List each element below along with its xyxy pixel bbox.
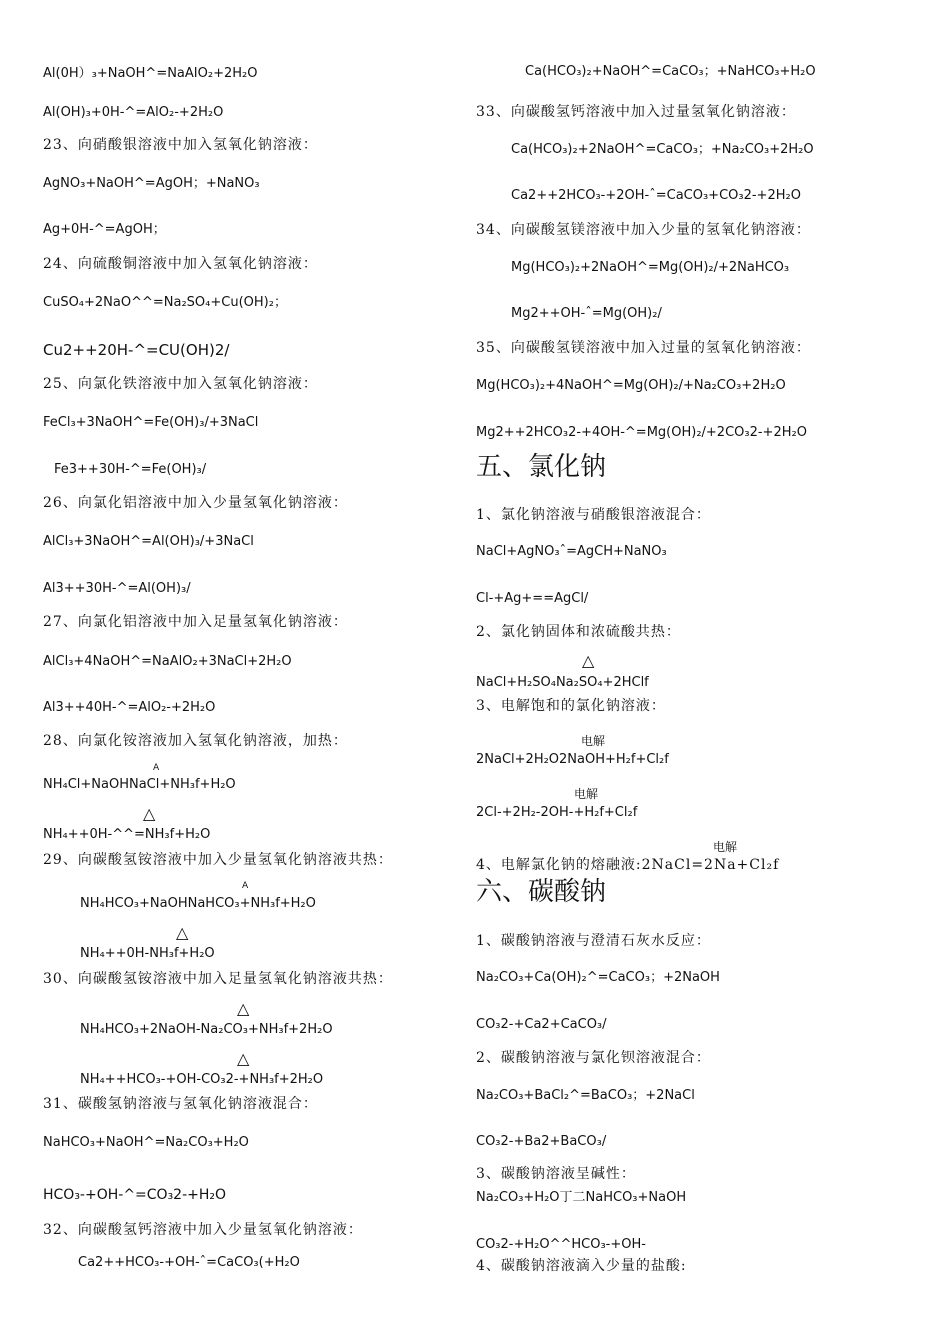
electrolysis-condition: 电解 [581, 734, 606, 748]
question-heading: 25、向氯化铁溶液中加入氢氧化钠溶液： [43, 376, 318, 392]
reaction-condition-mark: A [153, 763, 160, 773]
question-heading: 31、碳酸氢钠溶液与氢氧化钠溶液混合： [43, 1096, 318, 1112]
heating-triangle: △ [143, 804, 156, 823]
question-heading: 2、氯化钠固体和浓硫酸共热： [476, 624, 681, 640]
heating-triangle: △ [237, 1049, 250, 1068]
equation: AgNO₃+NaOH^=AgOH；+NaNO₃ [43, 176, 260, 191]
question-heading: 2、碳酸钠溶液与氯化钡溶液混合： [476, 1050, 711, 1066]
question-heading: 24、向硫酸铜溶液中加入氢氧化钠溶液： [43, 256, 318, 272]
question-heading: 32、向碳酸氢钙溶液中加入少量氢氧化钠溶液： [43, 1222, 363, 1238]
question-heading: 30、向碳酸氢铵溶液中加入足量氢氧化钠溶液共热： [43, 971, 393, 987]
question-heading: 4、电解氯化钠的熔融液:2NaCl=2Na+Cl₂f [476, 857, 780, 873]
equation: Na₂CO₃+BaCl₂^=BaCO₃；+2NaCl [476, 1088, 695, 1103]
equation: NH₄HCO₃+2NaOH-Na₂CO₃+NH₃f+2H₂O [80, 1022, 333, 1037]
ionic-equation: Ca2++2HCO₃-+2OH-ˆ=CaCO₃+CO₃2-+2H₂O [511, 188, 801, 203]
question-heading: 33、向碳酸氢钙溶液中加入过量氢氧化钠溶液： [476, 104, 796, 120]
question-heading: 4、碳酸钠溶液滴入少量的盐酸: [476, 1258, 687, 1274]
electrolysis-condition: 电解 [713, 840, 738, 854]
equation: Ca(HCO₃)₂+2NaOH^=CaCO₃；+Na₂CO₃+2H₂O [511, 142, 814, 157]
equation: AlCl₃+4NaOH^=NaAlO₂+3NaCl+2H₂O [43, 654, 292, 669]
question-heading: 3、电解饱和的氯化钠溶液： [476, 698, 666, 714]
equation: Mg(HCO₃)₂+4NaOH^=Mg(OH)₂/+Na₂CO₃+2H₂O [476, 378, 786, 393]
question-heading: 34、向碳酸氢镁溶液中加入少量的氢氧化钠溶液： [476, 222, 811, 238]
ionic-equation: NH₄++HCO₃-+OH-CO₃2-+NH₃f+2H₂O [80, 1072, 324, 1087]
ionic-equation: Al3++30H-^=Al(OH)₃/ [43, 581, 191, 596]
section-title: 五、氯化钠 [476, 452, 607, 482]
ionic-equation: Al(OH)₃+0H-^=AlO₂-+2H₂O [43, 105, 224, 120]
electrolysis-condition: 电解 [574, 787, 599, 801]
equation: Ca(HCO₃)₂+NaOH^=CaCO₃；+NaHCO₃+H₂O [525, 64, 816, 79]
ionic-equation: HCO₃-+OH-^=CO₃2-+H₂O [43, 1187, 227, 1203]
ionic-equation: NH₄++0H-^^=NH₃f+H₂O [43, 827, 211, 842]
question-heading: 28、向氯化铵溶液加入氢氧化钠溶液，加热： [43, 733, 348, 749]
equation: NaHCO₃+NaOH^=Na₂CO₃+H₂O [43, 1135, 249, 1150]
heating-triangle: △ [237, 999, 250, 1018]
equation: NaCl+H₂SO₄Na₂SO₄+2HClf [476, 675, 649, 690]
equation: FeCl₃+3NaOH^=Fe(OH)₃/+3NaCl [43, 415, 259, 430]
equation: AlCl₃+3NaOH^=Al(OH)₃/+3NaCl [43, 534, 254, 549]
ionic-equation: Mg2++OH-ˆ=Mg(OH)₂/ [511, 306, 662, 321]
equation: 2NaCl+2H₂O2NaOH+H₂f+Cl₂f [476, 752, 669, 767]
ionic-equation: Ag+0H-^=AgOH； [43, 222, 166, 237]
ionic-equation: CO₃2-+Ca2+CaCO₃/ [476, 1017, 607, 1032]
equation: CuSO₄+2NaO^^=Na₂SO₄+Cu(OH)₂； [43, 295, 287, 310]
ionic-equation: Mg2++2HCO₃2-+4OH-^=Mg(OH)₂/+2CO₃2-+2H₂O [476, 425, 807, 440]
question-heading: 3、碳酸钠溶液呈碱性： [476, 1166, 636, 1182]
ionic-equation: Ca2++HCO₃-+OH-ˆ=CaCO₃(+H₂O [78, 1255, 300, 1270]
equation: Al(0H）₃+NaOH^=NaAIO₂+2H₂O [43, 66, 258, 81]
heating-triangle: △ [176, 923, 189, 942]
equation: Mg(HCO₃)₂+2NaOH^=Mg(OH)₂/+2NaHCO₃ [511, 260, 790, 275]
ionic-equation: CO₃2-+Ba2+BaCO₃/ [476, 1134, 607, 1149]
ionic-equation: 2Cl-+2H₂-2OH-+H₂f+Cl₂f [476, 805, 638, 820]
equation: Na₂CO₃+H₂O丁二NaHCO₃+NaOH [476, 1190, 687, 1205]
question-heading: 1、碳酸钠溶液与澄清石灰水反应： [476, 933, 711, 949]
ionic-equation: Cl-+Ag+==AgCl/ [476, 591, 589, 606]
heating-triangle: △ [582, 651, 595, 670]
ionic-equation: NH₄++0H-NH₃f+H₂O [80, 946, 215, 961]
ionic-equation: Al3++40H-^=AlO₂-+2H₂O [43, 700, 216, 715]
equation: Na₂CO₃+Ca(OH)₂^=CaCO₃；+2NaOH [476, 970, 720, 985]
question-heading: 35、向碳酸氢镁溶液中加入过量的氢氧化钠溶液： [476, 340, 811, 356]
equation: NH₄HCO₃+NaOHNaHCO₃+NH₃f+H₂O [80, 896, 316, 911]
question-heading: 29、向碳酸氢铵溶液中加入少量氢氧化钠溶液共热： [43, 852, 393, 868]
ionic-equation: Fe3++30H-^=Fe(OH)₃/ [54, 462, 207, 477]
question-heading: 1、氯化钠溶液与硝酸银溶液混合： [476, 507, 711, 523]
ionic-equation: CO₃2-+H₂O^^HCO₃-+OH- [476, 1237, 646, 1252]
question-heading: 26、向氯化铝溶液中加入少量氢氧化钠溶液： [43, 495, 348, 511]
equation: NH₄Cl+NaOHNaCl+NH₃f+H₂O [43, 777, 236, 792]
reaction-condition-mark: A [242, 881, 249, 891]
question-heading: 27、向氯化铝溶液中加入足量氢氧化钠溶液： [43, 614, 348, 630]
ionic-equation: Cu2++20H-^=CU(OH)2/ [43, 341, 230, 359]
question-heading: 23、向硝酸银溶液中加入氢氧化钠溶液： [43, 137, 318, 153]
equation: NaCl+AgNO₃ˆ=AgCH+NaNO₃ [476, 544, 667, 559]
section-title: 六、碳酸钠 [476, 877, 607, 907]
